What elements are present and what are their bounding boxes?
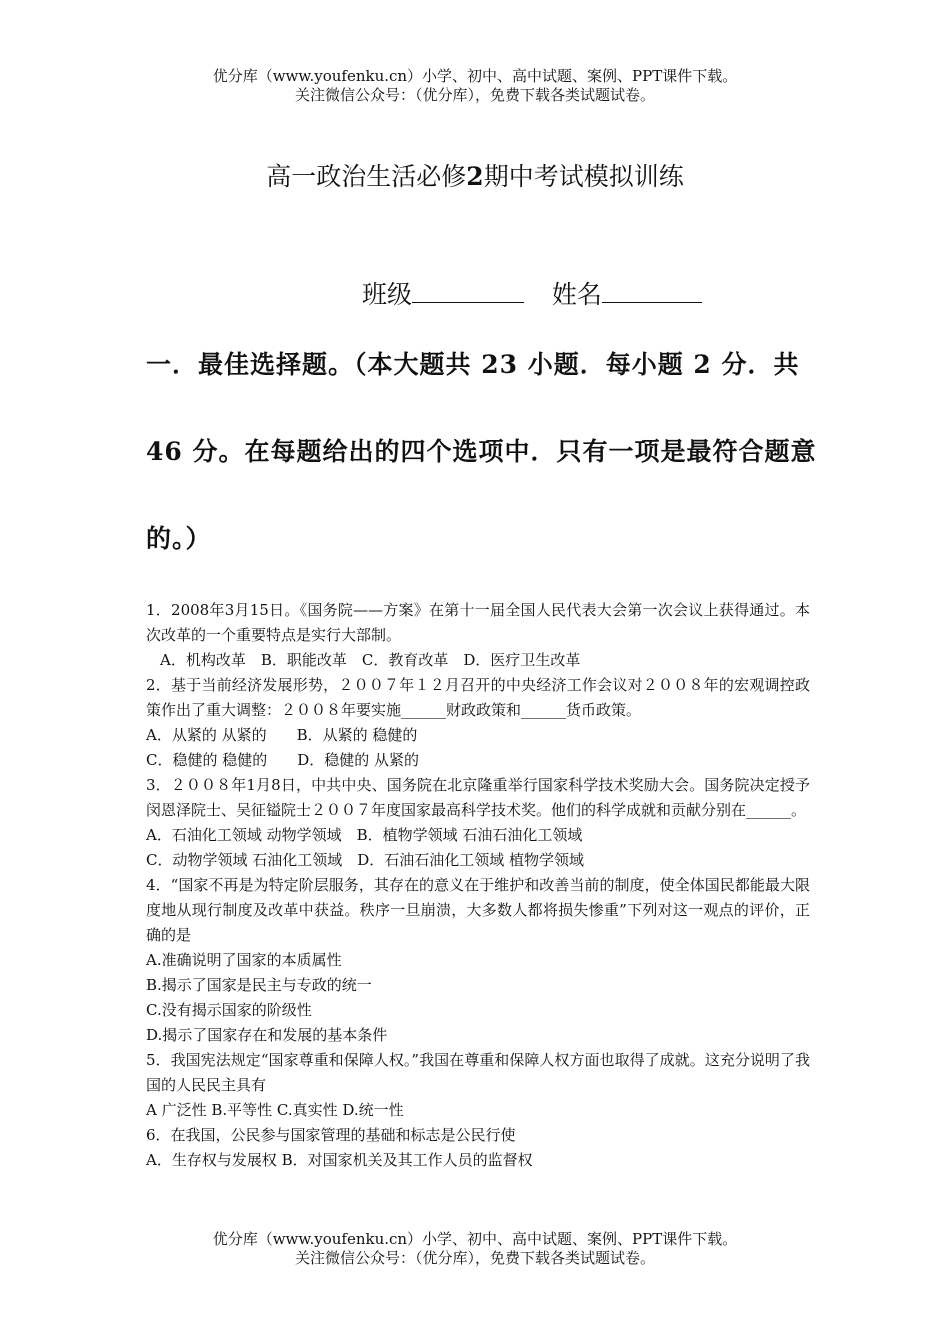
question-list: [146, 598, 810, 1173]
page-header: [0, 67, 950, 105]
question-2-options-ab: A．从紧的 从紧的 B．从紧的 稳健的: [146, 726, 418, 744]
header-line-1: 优分库（www.youfenku.cn）小学、初中、高中试题、案例、PPT课件下载。: [212, 67, 738, 85]
question-3-options-cd: C．动物学领域 石油化工领域 D．石油石油化工领域 植物学领域: [146, 851, 585, 869]
class-name-fields: [362, 276, 702, 312]
section-heading-line-1: 一．最佳选择题。（本大题共 23 小题．每小题 2 分．共: [146, 350, 800, 379]
title-suffix: 期中考试模拟训练: [483, 162, 684, 191]
class-label: 班级: [362, 280, 413, 309]
footer-line-1: 优分库（www.youfenku.cn）小学、初中、高中试题、案例、PPT课件下载。: [212, 1230, 738, 1248]
title-prefix: 高一政治生活必修: [266, 162, 467, 191]
class-blank: [412, 276, 524, 303]
question-4-option-c: C.没有揭示国家的阶级性: [146, 1001, 312, 1019]
page-footer: [0, 1230, 950, 1268]
question-2-stem: 2．基于当前经济发展形势，２００７年１２月召开的中央经济工作会议对２００８年的宏观调控政策作出了重大调整：２００８年要实施______财政政策和______货币政策。: [146, 676, 810, 719]
question-4-option-d: D.揭示了国家存在和发展的基本条件: [146, 1026, 388, 1044]
section-heading-line-2: 46 分。在每题给出的四个选项中．只有一项是最符合题意: [146, 437, 817, 466]
name-label: 姓名: [551, 280, 602, 309]
question-5-options: A 广泛性 B.平等性 C.真实性 D.统一性: [146, 1101, 404, 1119]
title-number: 2: [466, 162, 484, 191]
name-blank: [602, 276, 702, 303]
question-6-stem: 6．在我国，公民参与国家管理的基础和标志是公民行使: [146, 1126, 516, 1144]
question-1-options: A．机构改革 B．职能改革 C．教育改革 D．医疗卫生改革: [160, 651, 581, 669]
header-line-2: 关注微信公众号：（优分库），免费下载各类试题试卷。: [294, 86, 655, 104]
section-heading-line-3: 的。）: [146, 524, 212, 553]
question-4-option-b: B.揭示了国家是民主与专政的统一: [146, 976, 372, 994]
question-4-stem: 4．“国家不再是为特定阶层服务，其存在的意义在于维护和改善当前的制度，使全体国民都能最大限度地从现行制度及改革中获益。秩序一旦崩溃，大多数人都将损失惨重”下列对这一观点的评价，正确的是: [146, 876, 810, 944]
question-3-stem: 3．２００８年1月8日，中共中央、国务院在北京隆重举行国家科学技术奖励大会。国务院决定授予闵恩泽院士、吴征镒院士２００７年度国家最高科学技术奖。他们的科学成就和贡献分别在______。: [146, 776, 810, 819]
question-3-options-ab: A．石油化工领域 动物学领域 B．植物学领域 石油石油化工领域: [146, 826, 583, 844]
question-5-stem: 5．我国宪法规定“国家尊重和保障人权。”我国在尊重和保障人权方面也取得了成就。这充分说明了我国的人民民主具有: [146, 1051, 810, 1094]
page-title: [0, 160, 950, 194]
question-6-options-ab: A．生存权与发展权 B．对国家机关及其工作人员的监督权: [146, 1151, 533, 1169]
question-2-options-cd: C．稳健的 稳健的 D．稳健的 从紧的: [146, 751, 420, 769]
footer-line-2: 关注微信公众号：（优分库），免费下载各类试题试卷。: [294, 1249, 655, 1267]
question-1-stem: 1．2008年3月15日。《国务院——方案》在第十一届全国人民代表大会第一次会议上获得通过。本次改革的一个重要特点是实行大部制。: [146, 601, 810, 644]
question-4-option-a: A.准确说明了国家的本质属性: [146, 951, 342, 969]
